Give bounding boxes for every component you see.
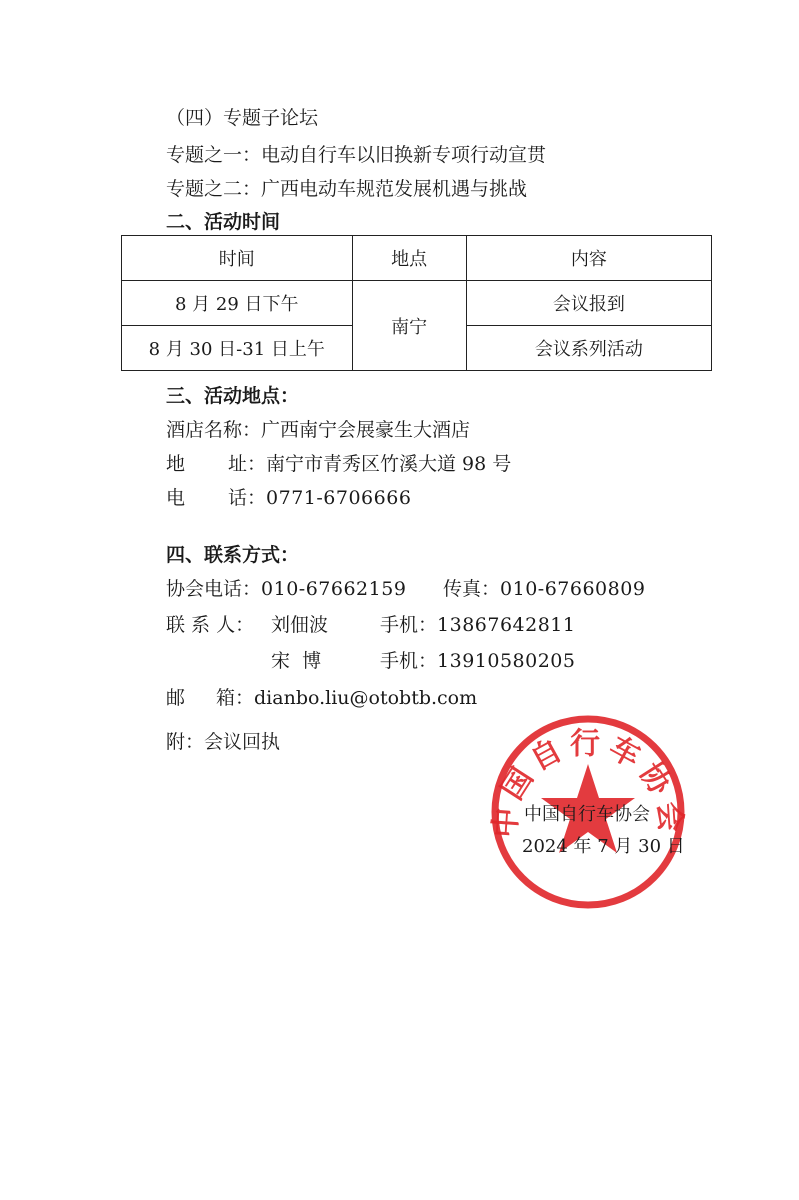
address-row-rest	[228, 452, 511, 476]
header-location: 地点	[352, 236, 466, 281]
phone-row-rest	[228, 486, 411, 510]
table-header-row	[122, 236, 712, 281]
hotel-row	[166, 418, 470, 442]
person-1-mobile-row	[380, 613, 576, 637]
address-row	[166, 452, 185, 476]
header-time: 时间	[122, 236, 353, 281]
assoc-phone-label: 协会电话：	[166, 578, 262, 600]
phone-value: 0771-6706666	[266, 487, 412, 509]
contact-person-label: 联 系 人：	[166, 614, 255, 636]
fax-label: 传真：	[443, 578, 501, 600]
fax-value: 010-67660809	[500, 578, 646, 600]
venue-heading: 三、活动地点：	[166, 385, 300, 407]
email-row	[216, 686, 477, 710]
contact-heading: 四、联系方式：	[166, 544, 300, 566]
row-location: 南宁	[352, 281, 466, 371]
address-label-b: 址：	[228, 453, 267, 475]
hotel-label: 酒店名称：	[166, 419, 262, 441]
schedule-table	[121, 235, 712, 371]
person-1-mobile-label: 手机：	[380, 614, 438, 636]
address-value: 南宁市青秀区竹溪大道 98 号	[266, 453, 512, 475]
signature-date: 2024 年 7 月 30 日	[522, 836, 685, 857]
phone-row	[166, 486, 185, 510]
hotel-value: 广西南宁会展豪生大酒店	[261, 419, 471, 441]
fax-row	[443, 577, 645, 601]
forum-topic-2: 专题之二：广西电动车规范发展机遇与挑战	[166, 178, 528, 200]
header-content: 内容	[466, 236, 711, 281]
person-2-mobile-row	[380, 649, 576, 673]
address-label-a: 地	[166, 453, 186, 475]
forum-topic-1: 专题之一：电动自行车以旧换新专项行动宣贯	[166, 144, 547, 166]
phone-label-a: 电	[166, 487, 186, 509]
phone-label-b: 话：	[228, 487, 267, 509]
email-label-a: 邮	[166, 687, 186, 709]
person-2-name: 宋 博	[271, 650, 322, 672]
svg-text:中国自行车协会: 中国自行车协会	[488, 726, 688, 839]
assoc-phone-value: 010-67662159	[261, 578, 407, 600]
table-row	[122, 281, 712, 326]
schedule-heading: 二、活动时间	[166, 211, 281, 233]
row-1-content: 会议报到	[466, 281, 711, 326]
person-1-mobile: 13867642811	[437, 614, 576, 636]
email-label-b: 箱：	[216, 687, 255, 709]
signature-org: 中国自行车协会	[524, 804, 650, 825]
person-2-mobile: 13910580205	[437, 650, 576, 672]
row-2-content: 会议系列活动	[466, 326, 711, 371]
attachment-note: 附：会议回执	[166, 731, 281, 753]
forum-heading: （四）专题子论坛	[166, 107, 319, 129]
person-1-name: 刘佃波	[271, 614, 329, 636]
email-value: dianbo.liu@otobtb.com	[254, 687, 478, 709]
row-1-time: 8 月 29 日下午	[122, 281, 353, 326]
person-2-mobile-label: 手机：	[380, 650, 438, 672]
assoc-phone-row	[166, 577, 406, 601]
row-2-time: 8 月 30 日-31 日上午	[122, 326, 353, 371]
